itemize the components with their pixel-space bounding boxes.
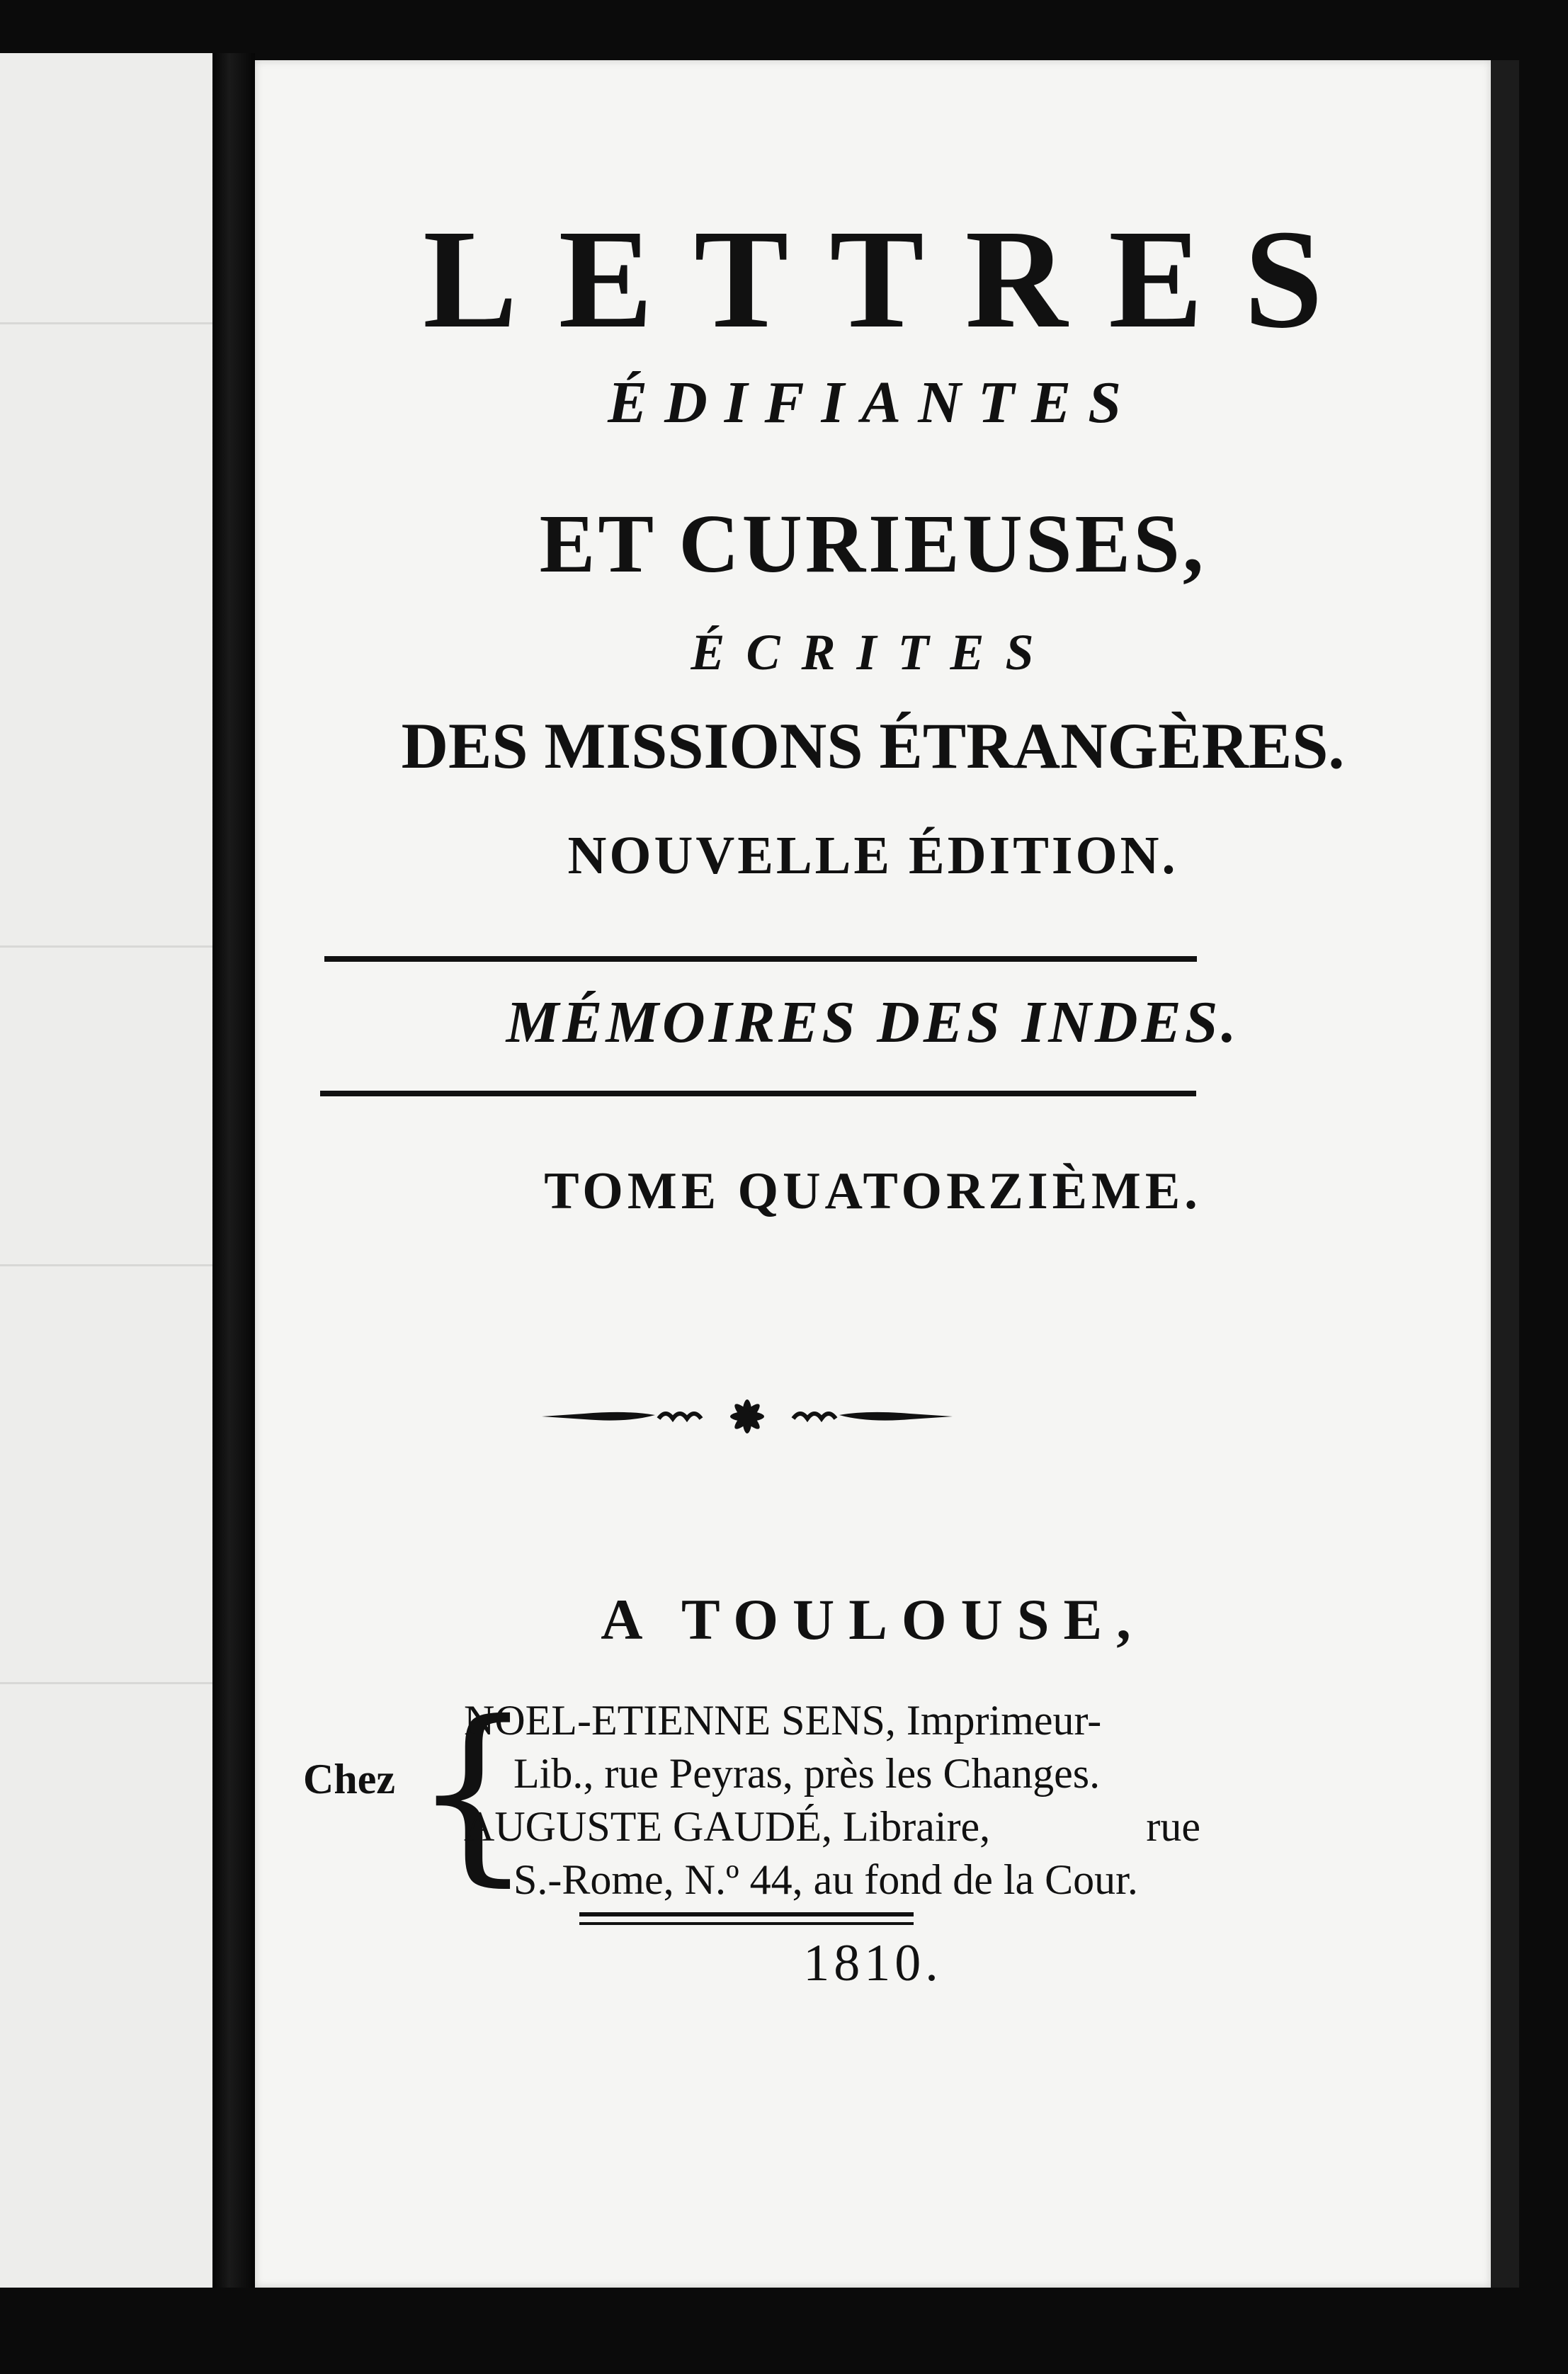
- publication-year: 1810.: [803, 1934, 943, 1992]
- book-spine: [212, 53, 255, 2288]
- imprint-city: A TOULOUSE,: [601, 1587, 1145, 1652]
- rule-top: [324, 956, 1197, 962]
- title-edifiantes: ÉDIFIANTES: [608, 370, 1138, 436]
- printer-line-3-right: rue: [1146, 1803, 1200, 1850]
- printer-line-4: S.-Rome, N.º 44, au fond de la Cour.: [513, 1856, 1138, 1903]
- series-title: MÉMOIRES DES INDES.: [506, 989, 1240, 1055]
- adjacent-page: [0, 53, 212, 2288]
- double-rule-lower: [579, 1922, 914, 1925]
- curly-brace-icon: {: [412, 1680, 534, 1903]
- title-et-curieuses: ET CURIEUSES,: [539, 497, 1207, 590]
- imprint-chez: Chez: [303, 1756, 395, 1802]
- title-missions: DES MISSIONS ÉTRANGÈRES.: [401, 710, 1345, 782]
- rule-bottom: [320, 1091, 1196, 1096]
- double-rule-upper: [579, 1912, 914, 1916]
- printer-line-3: [464, 1802, 1200, 1851]
- volume-number: TOME QUATORZIÈME.: [544, 1162, 1202, 1220]
- printer-line-2: Lib., rue Peyras, près les Changes.: [513, 1750, 1101, 1797]
- title-ecrites: ÉCRITES: [691, 624, 1055, 681]
- edition-statement: NOUVELLE ÉDITION.: [567, 826, 1178, 885]
- title-lettres: LETTRES: [423, 201, 1364, 358]
- fleuron-ornament-icon: [542, 1392, 953, 1441]
- printer-line-1: NOEL-ETIENNE SENS, Imprimeur-: [464, 1697, 1102, 1744]
- page-edge: [1491, 60, 1519, 2288]
- printer-line-3-left: AUGUSTE GAUDÉ, Libraire,: [464, 1803, 991, 1850]
